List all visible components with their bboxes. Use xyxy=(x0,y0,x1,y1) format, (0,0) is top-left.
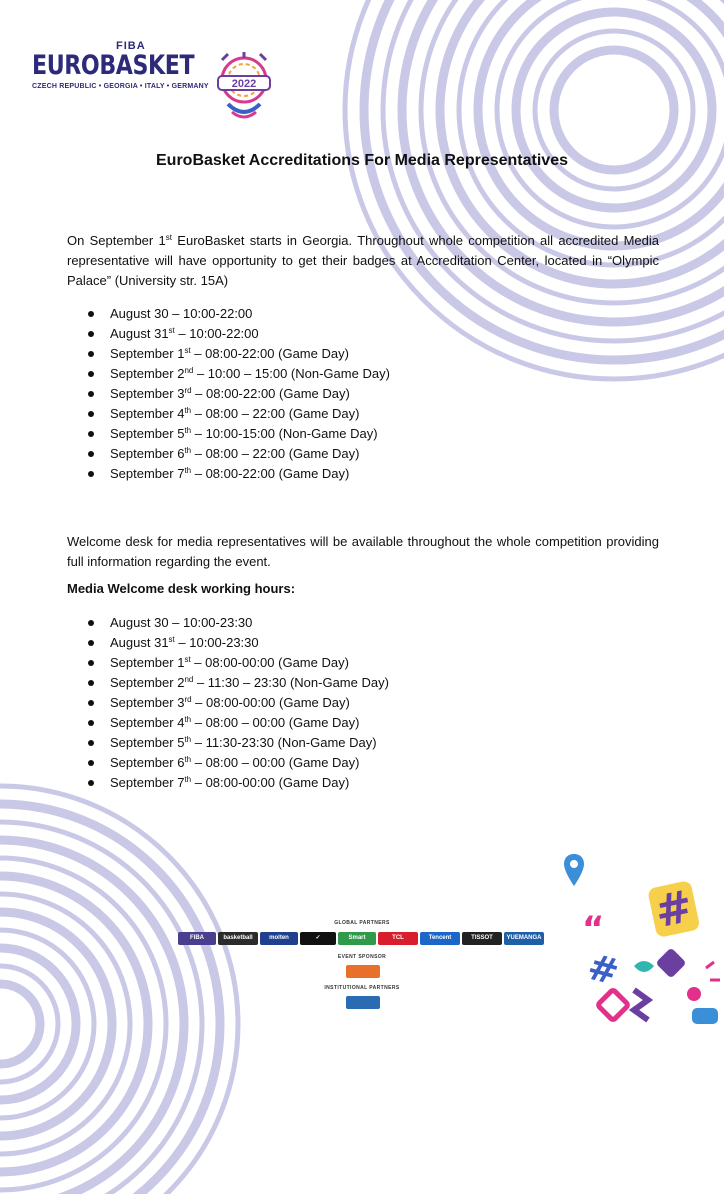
list-item: August 31st – 10:00-22:00 xyxy=(67,324,390,344)
list-item: August 30 – 10:00-22:00 xyxy=(67,304,390,324)
sponsor-logo: YUEMANGA xyxy=(504,932,544,945)
sponsor-logo: basketball xyxy=(218,932,258,945)
bullet-icon xyxy=(88,451,94,457)
decorative-stickers xyxy=(574,870,724,1024)
bullet-icon xyxy=(88,700,94,706)
list-item: September 2nd – 11:30 – 23:30 (Non-Game Day) xyxy=(67,673,389,693)
welcome-desk-hours-list xyxy=(67,613,389,793)
list-item: September 1st – 08:00-22:00 (Game Day) xyxy=(67,344,390,364)
bullet-icon xyxy=(88,411,94,417)
logo-fiba-text: FIBA xyxy=(116,40,146,52)
svg-text:“: “ xyxy=(582,909,605,949)
list-item: September 4th – 08:00 – 00:00 (Game Day) xyxy=(67,713,389,733)
svg-text:2022: 2022 xyxy=(231,78,257,90)
bullet-icon xyxy=(88,680,94,686)
tournament-emblem-icon xyxy=(208,50,280,122)
svg-text:#: # xyxy=(650,880,698,939)
global-partners-label: GLOBAL PARTNERS xyxy=(334,920,390,926)
bullet-icon xyxy=(88,660,94,666)
logo-name-text: EUROBASKET xyxy=(32,50,195,81)
sponsor-logo: TISSOT xyxy=(462,932,502,945)
list-item: September 6th – 08:00 – 22:00 (Game Day) xyxy=(67,444,390,464)
list-item: September 5th – 11:30-23:30 (Non-Game Day) xyxy=(67,733,389,753)
list-item: August 31st – 10:00-23:30 xyxy=(67,633,389,653)
bullet-icon xyxy=(88,331,94,337)
sponsor-logo: FIBA xyxy=(178,932,216,945)
list-item: September 6th – 08:00 – 00:00 (Game Day) xyxy=(67,753,389,773)
page-title: EuroBasket Accreditations For Media Representatives xyxy=(156,152,568,169)
list-item: September 7th – 08:00-22:00 (Game Day) xyxy=(67,464,390,484)
logo-hosts-text: CZECH REPUBLIC • GEORGIA • ITALY • GERMANY xyxy=(32,83,209,90)
accreditation-hours-list xyxy=(67,304,390,484)
bullet-icon xyxy=(88,311,94,317)
list-item: September 3rd – 08:00-00:00 (Game Day) xyxy=(67,693,389,713)
partners-section xyxy=(176,918,548,1018)
bullet-icon xyxy=(88,740,94,746)
list-item: August 30 – 10:00-23:30 xyxy=(67,613,389,633)
bullet-icon xyxy=(88,780,94,786)
bullet-icon xyxy=(88,760,94,766)
bullet-icon xyxy=(88,720,94,726)
bullet-icon xyxy=(88,431,94,437)
bullet-icon xyxy=(88,391,94,397)
welcome-desk-heading: Media Welcome desk working hours: xyxy=(67,581,296,596)
bullet-icon xyxy=(88,371,94,377)
list-item: September 2nd – 10:00 – 15:00 (Non-Game Day) xyxy=(67,364,390,384)
event-sponsor-logo xyxy=(346,965,380,978)
intro-paragraph: On September 1st EuroBasket starts in Georgia. Throughout whole competition all accredited Media representative will have opportunity to get their badges at Accreditation Center, located in “Olympic Palace” (University str. 15A) xyxy=(67,233,660,288)
svg-text:#: # xyxy=(583,946,623,994)
institutional-partner-logo xyxy=(346,996,380,1009)
bullet-icon xyxy=(88,351,94,357)
list-item: September 4th – 08:00 – 22:00 (Game Day) xyxy=(67,404,390,424)
institutional-partners-label: INSTITUTIONAL PARTNERS xyxy=(324,985,400,991)
list-item: September 1st – 08:00-00:00 (Game Day) xyxy=(67,653,389,673)
sponsor-logo: TCL xyxy=(378,932,418,945)
sponsor-logo: molten xyxy=(260,932,298,945)
list-item: September 7th – 08:00-00:00 (Game Day) xyxy=(67,773,389,793)
sponsor-logo: Smart xyxy=(338,932,376,945)
list-item: September 3rd – 08:00-22:00 (Game Day) xyxy=(67,384,390,404)
sponsor-logo: Tencent xyxy=(420,932,460,945)
eurobasket-logo xyxy=(30,26,280,106)
welcome-desk-paragraph: Welcome desk for media representatives will be available throughout the whole competition providing full information regarding the event. xyxy=(67,534,659,569)
event-sponsor-label: EVENT SPONSOR xyxy=(337,954,387,960)
bullet-icon xyxy=(88,620,94,626)
bullet-icon xyxy=(88,640,94,646)
sponsor-logo: ✓ xyxy=(300,932,336,945)
bullet-icon xyxy=(88,471,94,477)
list-item: September 5th – 10:00-15:00 (Non-Game Day) xyxy=(67,424,390,444)
